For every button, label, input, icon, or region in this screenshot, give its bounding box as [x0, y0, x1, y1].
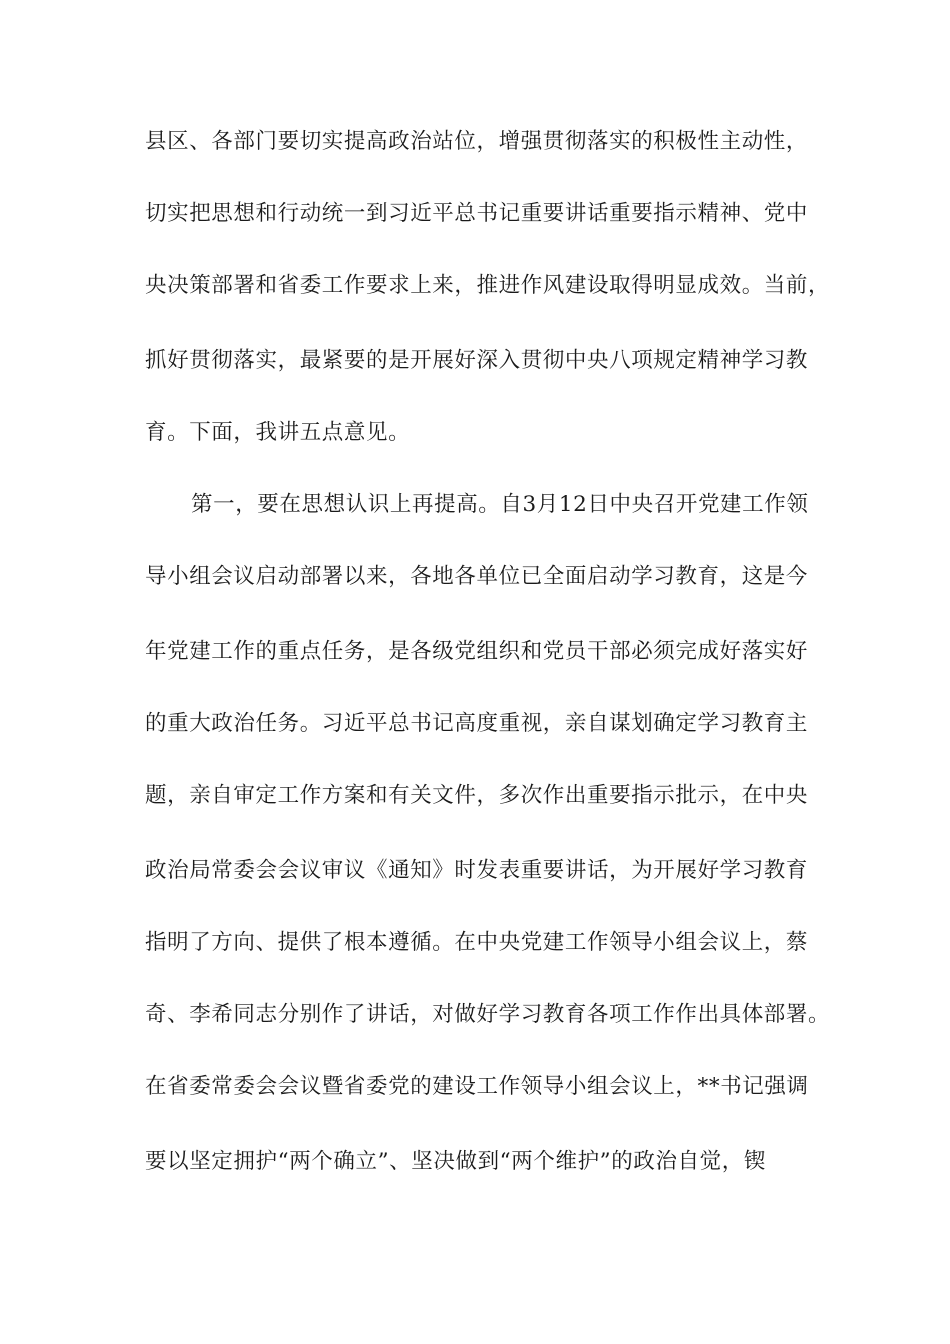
- text-line-2: 切实把思想和行动统一到习近平总书记重要讲话重要指示精神、党中: [145, 201, 809, 226]
- text-line-5: 育。下面，我讲五点意见。: [145, 420, 411, 445]
- text-line-3: 央决策部署和省委工作要求上来，推进作风建设取得明显成效。当前，: [145, 273, 831, 298]
- text-line-14: 在省委常委会会议暨省委党的建设工作领导小组会议上，**书记强调: [145, 1074, 809, 1099]
- text-line-11: 政治局常委会会议审议《通知》时发表重要讲话，为开展好学习教育: [145, 858, 809, 883]
- text-line-4: 抓好贯彻落实，最紧要的是开展好深入贯彻中央八项规定精神学习教: [145, 348, 809, 373]
- text-line-7: 导小组会议启动部署以来，各地各单位已全面启动学习教育，这是今: [145, 564, 809, 589]
- text-line-9: 的重大政治任务。习近平总书记高度重视，亲自谋划确定学习教育主: [145, 711, 809, 736]
- text-line-13: 奇、李希同志分别作了讲话，对做好学习教育各项工作作出具体部署。: [145, 1002, 831, 1027]
- text-line-1: 县区、各部门要切实提高政治站位，增强贯彻落实的积极性主动性，: [145, 129, 809, 154]
- text-line-12: 指明了方向、提供了根本遵循。在中央党建工作领导小组会议上，蔡: [145, 930, 809, 955]
- text-line-15: 要以坚定拥护“两个确立”、坚决做到“两个维护”的政治自觉，锲: [145, 1149, 766, 1174]
- text-line-10: 题，亲自审定工作方案和有关文件，多次作出重要指示批示，在中央: [145, 783, 809, 808]
- paragraph-first-line: 第一，要在思想认识上再提高。自3月12日中央召开党建工作领: [191, 492, 809, 517]
- text-line-8: 年党建工作的重点任务，是各级党组织和党员干部必须完成好落实好: [145, 639, 809, 664]
